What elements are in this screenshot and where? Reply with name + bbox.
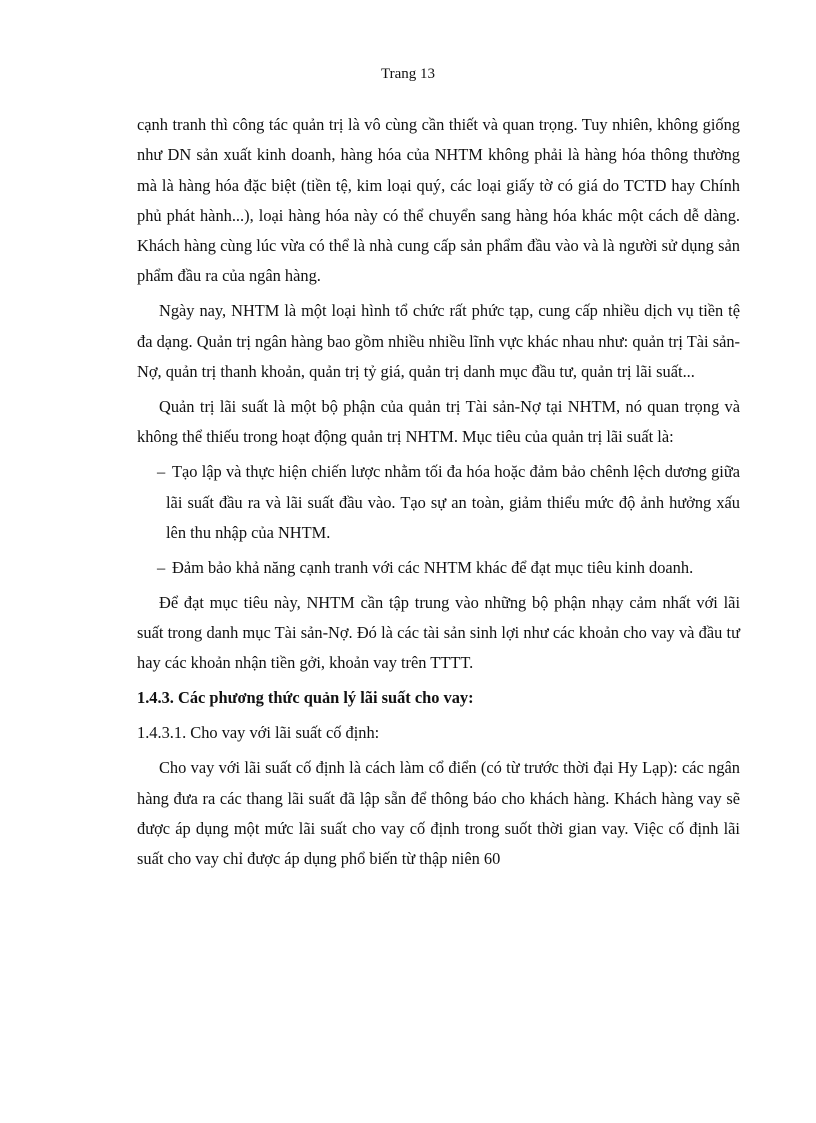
- page-number: Trang 13: [380, 66, 436, 82]
- paragraph-5: Cho vay với lãi suất cố định là cách làm cổ điển (có từ trước thời đại Hy Lạp): các ngân hàng đưa ra các thang lãi suất đã lập sẵn để thông báo cho khách hàng. Khách hàng vay sẽ được áp dụng một mức lãi suất cho vay cố định trong suốt thời gian vay. Việc cố định lãi suất cho vay chỉ được áp dụng phổ biến từ thập niên 60: [137, 758, 740, 869]
- list-item-text: Đảm bảo khả năng cạnh tranh với các NHTM khác để đạt mục tiêu kinh doanh.: [172, 557, 694, 577]
- list-item: [137, 457, 740, 548]
- list-item: [137, 553, 740, 583]
- dash-marker: –: [157, 462, 166, 482]
- section-heading: 1.4.3. Các phương thức quản lý lãi suất cho vay:: [137, 688, 474, 708]
- dash-marker: –: [157, 557, 166, 577]
- paragraph-4: Để đạt mục tiêu này, NHTM cần tập trung vào những bộ phận nhạy cảm nhất với lãi suất trong danh mục Tài sản-Nợ. Đó là các tài sản sinh lợi như các khoản cho vay và đầu tư hay các khoản nhận tiền gởi, khoản vay trên TTTT.: [137, 592, 740, 673]
- list-item-text: Tạo lập và thực hiện chiến lược nhằm tối đa hóa hoặc đảm bảo chênh lệch dương giữa lãi suất đầu ra và lãi suất đầu vào. Tạo sự an toàn, giảm thiểu mức độ ảnh hưởng xấu lên thu nhập của NHTM.: [166, 462, 740, 542]
- paragraph-3: Quản trị lãi suất là một bộ phận của quản trị Tài sản-Nợ tại NHTM, nó quan trọng và không thể thiếu trong hoạt động quản trị NHTM. Mục tiêu của quản trị lãi suất là:: [137, 397, 740, 447]
- subsection-heading: 1.4.3.1. Cho vay với lãi suất cố định:: [137, 723, 380, 743]
- paragraph-1: cạnh tranh thì công tác quản trị là vô cùng cần thiết và quan trọng. Tuy nhiên, không giống như DN sản xuất kinh doanh, hàng hóa của NHTM không phải là hàng hóa thông thường mà là hàng hóa đặc biệt (tiền tệ, kim loại quý, các loại giấy tờ có giá do TCTD hay Chính phủ phát hành...), loại hàng hóa này có thể chuyển sang hàng hóa khác một cách dễ dàng. Khách hàng cùng lúc vừa có thể là nhà cung cấp sản phẩm đầu vào và là người sử dụng sản phẩm đầu ra của ngân hàng.: [137, 115, 740, 286]
- page-body: [137, 110, 740, 879]
- objective-list: [137, 457, 740, 583]
- paragraph-2: Ngày nay, NHTM là một loại hình tổ chức rất phức tạp, cung cấp nhiều dịch vụ tiền tệ đa dạng. Quản trị ngân hàng bao gồm nhiều nhiều lĩnh vực khác nhau như: quản trị Tài sản-Nợ, quản trị thanh khoản, quản trị tỷ giá, quản trị danh mục đầu tư, quản trị lãi suất...: [137, 301, 740, 382]
